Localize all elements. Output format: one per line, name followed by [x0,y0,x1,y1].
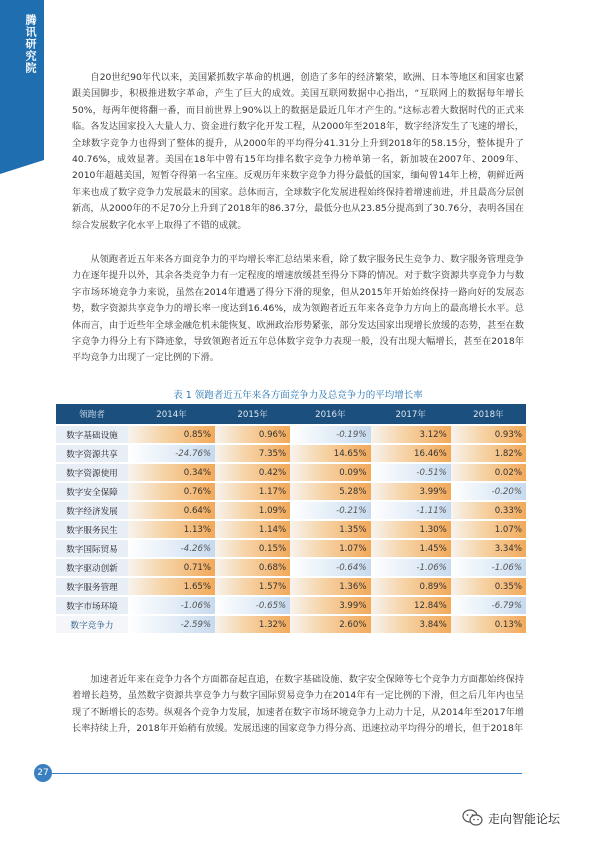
table-cell: 3.99% [290,597,370,614]
table-row [56,559,526,576]
table-header-cell: 2017年 [371,404,451,424]
table-cell: 3.12% [371,426,451,443]
table-cell: -1.11% [371,502,451,519]
table-cell: 3.84% [371,616,451,633]
table-row [56,483,526,500]
footer-divider [52,773,522,774]
table-cell: 0.35% [451,578,526,595]
row-label: 数字经济发展 [56,502,128,519]
row-label: 数字资源共享 [56,445,128,462]
row-label: 数字市场环境 [56,597,128,614]
table-cell: 0.85% [128,426,215,443]
table-cell: -0.21% [290,502,370,519]
table-cell: -0.64% [290,559,370,576]
table-row [56,464,526,481]
row-label: 数字服务管理 [56,578,128,595]
table-cell: 1.14% [215,521,290,538]
table-cell: 1.13% [128,521,215,538]
table-cell: -0.19% [290,426,370,443]
wechat-account-name: 走向智能论坛 [488,811,561,826]
table-cell: 0.13% [451,616,526,633]
table-cell: 3.34% [451,540,526,557]
table-cell: 0.68% [215,559,290,576]
table-cell: 1.57% [215,578,290,595]
wechat-watermark [462,808,560,828]
row-label: 数字竞争力 [56,616,128,633]
table-cell: -2.59% [128,616,215,633]
sidebar-corner [0,160,44,174]
table-row [56,616,526,633]
table-header-cell: 2016年 [290,404,370,424]
table-cell: 1.07% [290,540,370,557]
table-cell: 16.46% [371,445,451,462]
table-cell: 0.33% [451,502,526,519]
table-cell: -1.06% [371,559,451,576]
table-cell: 1.35% [290,521,370,538]
table-cell: 1.36% [290,578,370,595]
table-cell: 1.07% [451,521,526,538]
table-cell: 14.65% [290,445,370,462]
table-cell: 1.45% [371,540,451,557]
table-cell: -0.51% [371,464,451,481]
table-cell: -1.06% [128,597,215,614]
table-header-cell: 领跑者 [56,404,128,424]
table-cell: 0.96% [215,426,290,443]
table-row [56,502,526,519]
table-cell: 5.28% [290,483,370,500]
table-header-cell: 2014年 [128,404,215,424]
row-label: 数字基础设施 [56,426,128,443]
paragraph-2: 从领跑者近五年来各方面竞争力的平均增长率汇总结果来看，除了数字服务民生竞争力、数字服务管理竞争力在逐年提升以外，其余各类竞争力有一定程度的增速放缓甚至得分下降的情况。对于数字资源共享竞争力与数字市场环境竞争力来说，虽然在2014年遭遇了得分下滑的现象，但从2015年开始始终保持一路向好的发展态势，数字资源共享竞争力的增长率一度达到16.46%，成为领跑者近五年来各竞争力方向上的最高增长水平。总体而言，由于近些年全球金融危机未能恢复、欧洲政治形势紧张，部分发达国家出现增长放缓的态势，甚至在数字竞争力得分上有下降迹象，导致领跑者近五年总体数字竞争力表现一般，没有出现大幅增长，甚至在2018年平均竞争力出现了一定比例的下滑。 [72,254,524,364]
table-cell: -0.65% [215,597,290,614]
row-label: 数字国际贸易 [56,540,128,557]
table-cell: 0.89% [371,578,451,595]
table-row [56,426,526,443]
table-cell: 0.71% [128,559,215,576]
table-header-row [56,404,526,424]
brand-label: 腾讯研究院 [24,14,37,74]
table-caption: 表 1 领跑者近五年来各方面竞争力及总竞争力的平均增长率 [173,390,423,401]
paragraph-1: 自20世纪90年代以来，美国紧抓数字革命的机遇，创造了多年的经济繁荣，欧洲、日本等地区和国家也紧跟美国脚步，积极推进数字革命，产生了巨大的成效。美国互联网数据中心指出，“互联网上的数据每年增长50%，每两年便将翻一番，而目前世界上90%以上的数据是最近几年才产生的。”这标志着大数据时代的正式来临。各发达国家投入大量人力、资金进行数字化开发工程，从2000年至2018年，数字经济发生了飞速的增长，全球数字竞争力也得到了整体的提升，从2000年的平均得分41.31分上升到2018年的58.15分，整体提升了40.76%，成效显著。美国在18年中曾有15年均排名数字竞争力榜单第一名，新加坡在2007年、2009年、2010年超越美国，短暂夺得第一名宝座。反观历年来数字竞争力得分最低的国家，缅甸曾14年上榜，朝鲜近两年来也成了数字竞争力发展最末的国家。总体而言，全球数字化发展进程始终保持着增速前进，并且最高分层创新高，从2000年的不足70分上升到了2018年的86.37分，最低分也从23.85分提高到了30.76分，表明各国在综合发展数字化水平上取得了不错的成就。 [72,72,524,231]
table-cell: 1.17% [215,483,290,500]
table-cell: 0.93% [451,426,526,443]
table-cell: 1.65% [128,578,215,595]
table-cell: 3.99% [371,483,451,500]
table-cell: 0.15% [215,540,290,557]
table-cell: 7.35% [215,445,290,462]
table-cell: 2.60% [290,616,370,633]
table-cell: 0.02% [451,464,526,481]
table-cell: 12.84% [371,597,451,614]
sidebar-brand-bar [0,0,44,160]
table-cell: 0.09% [290,464,370,481]
table-cell: -0.20% [451,483,526,500]
table-cell: 1.30% [371,521,451,538]
table-cell: 0.76% [128,483,215,500]
table-header-cell: 2015年 [215,404,290,424]
table-cell: 0.42% [215,464,290,481]
table-cell: 1.32% [215,616,290,633]
table-header-cell: 2018年 [451,404,526,424]
paragraph-3: 加速者近年来在竞争力各个方面都奋起直追，在数字基础设施、数字安全保障等七个竞争力方面都始终保持着增长趋势，虽然数字资源共享竞争力与数字国际贸易竞争力在2014年有一定比例的下滑，但之后几年内也呈现了不断增长的态势。纵观各个竞争力发展，加速者在数字市场环境竞争力上动力十足，从2014年至2017年增长率持续上升，2018年开始稍有放缓。发展迅速的国家竞争力得分高、迅速拉动平均得分的增长，但于2018年 [72,674,524,735]
row-label: 数字安全保障 [56,483,128,500]
table-cell: -1.06% [451,559,526,576]
page-number: 27 [34,764,52,782]
table-row [56,521,526,538]
wechat-icon [462,809,484,827]
table-row [56,578,526,595]
table-cell: -4.26% [128,540,215,557]
row-label: 数字驱动创新 [56,559,128,576]
row-label: 数字资源使用 [56,464,128,481]
table-cell: -24.76% [128,445,215,462]
table-row [56,597,526,614]
table-row [56,540,526,557]
row-label: 数字服务民生 [56,521,128,538]
growth-rate-table [56,402,526,635]
table-cell: 0.34% [128,464,215,481]
table-cell: 0.64% [128,502,215,519]
table-row [56,445,526,462]
table-cell: -6.79% [451,597,526,614]
table-cell: 1.09% [215,502,290,519]
table-cell: 1.82% [451,445,526,462]
